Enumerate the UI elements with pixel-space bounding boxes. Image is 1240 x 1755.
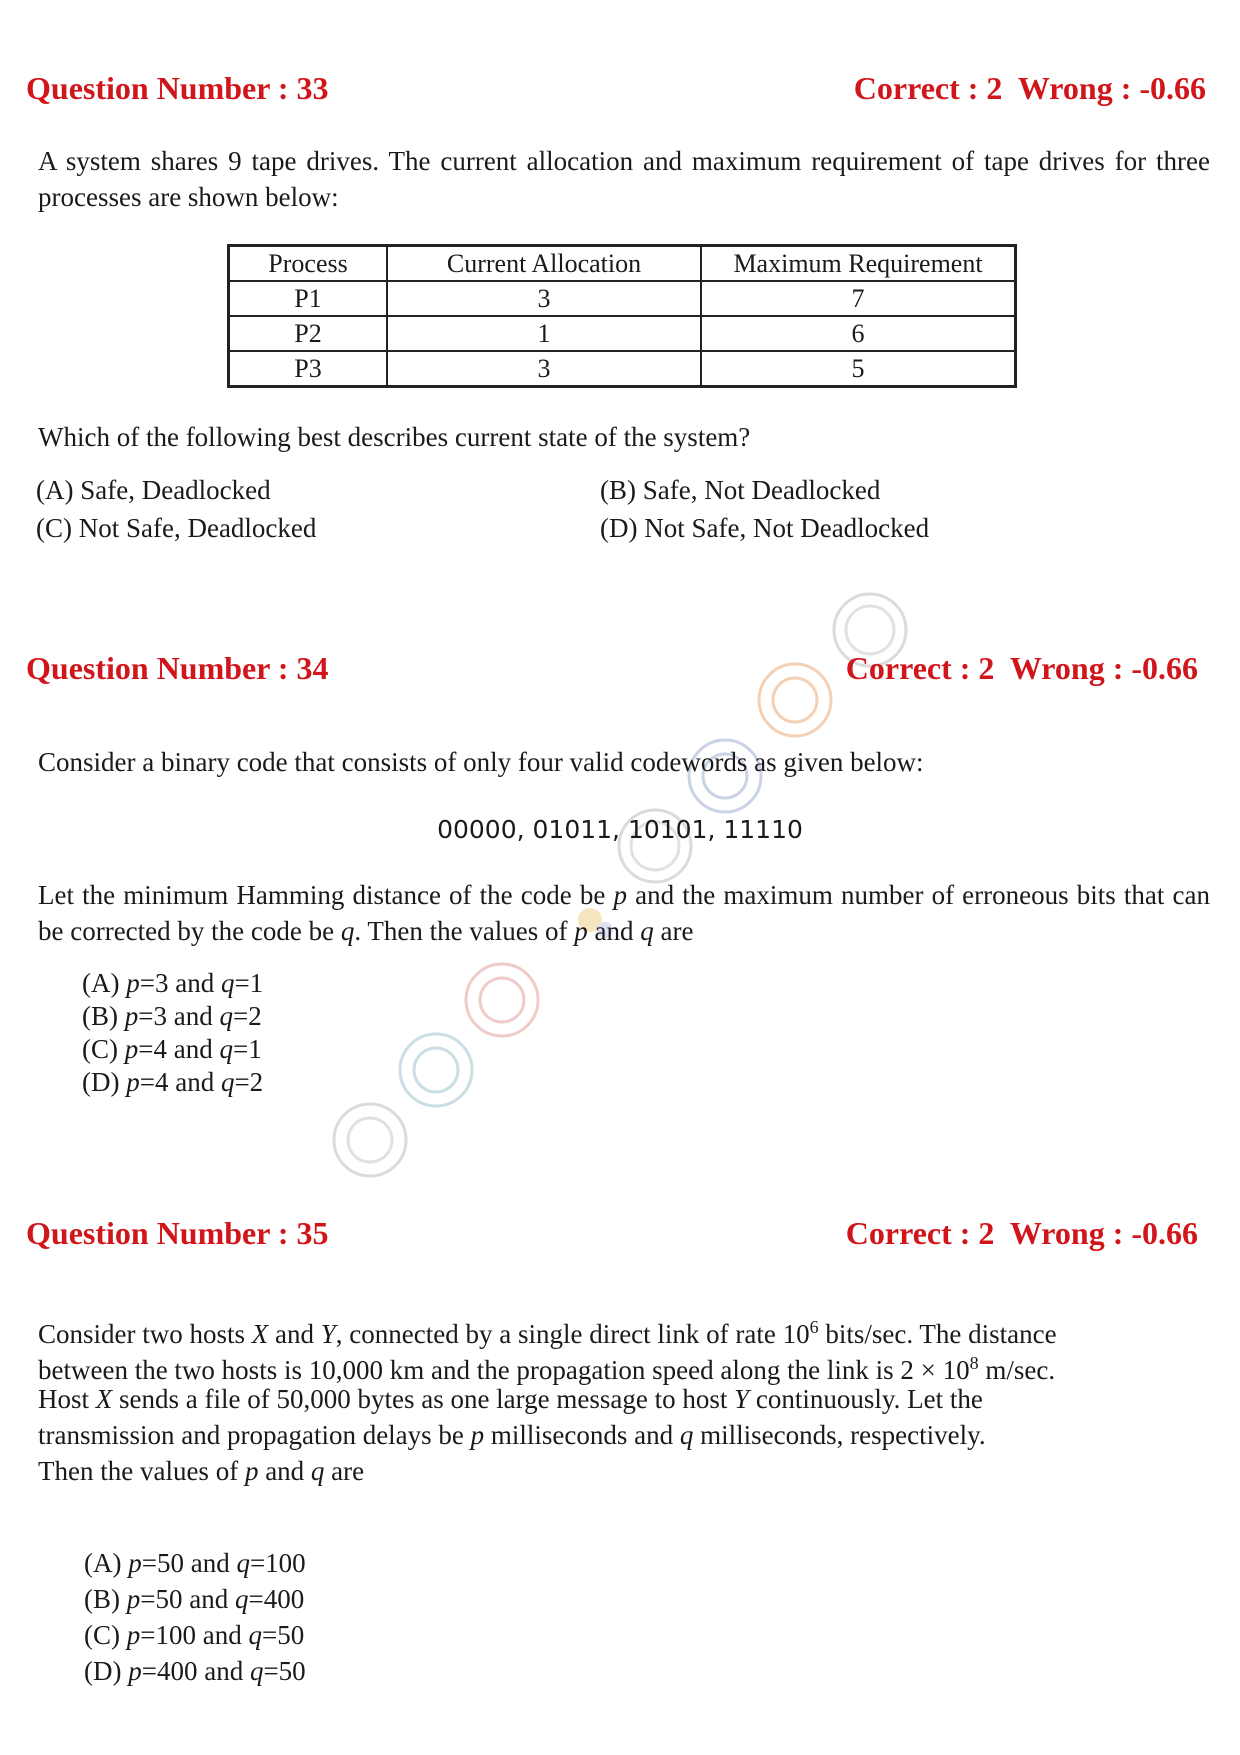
marking-scheme: Correct : 2 Wrong : -0.66: [845, 650, 1198, 686]
text-run: and: [258, 1456, 311, 1486]
var-q: q: [310, 1456, 325, 1486]
question-34-prompt: [38, 877, 1210, 949]
option-d: (D) Not Safe, Not Deadlocked: [600, 513, 930, 543]
option-value: =1: [234, 968, 264, 998]
option-a: [84, 1547, 306, 1580]
table-cell: P2: [229, 316, 388, 351]
option-d: [82, 1066, 263, 1099]
var-q: q: [219, 1034, 233, 1064]
text-run: and: [587, 916, 641, 946]
question-number: Question Number : 34: [26, 650, 329, 686]
option-b: [82, 1000, 262, 1033]
table-row: [229, 281, 1016, 316]
question-35-line-1: [38, 1310, 1057, 1351]
var-y: Y: [734, 1384, 750, 1414]
table-cell: 5: [701, 351, 1016, 387]
table-cell: 6: [701, 316, 1016, 351]
text-run: continuously. Let the: [749, 1384, 983, 1414]
text-run: . Then the values of: [354, 916, 575, 946]
table-cell: 1: [387, 316, 701, 351]
option-value: =50: [261, 1620, 305, 1650]
var-p: p: [128, 1548, 142, 1578]
var-q: q: [248, 1620, 262, 1650]
var-q: q: [220, 1067, 235, 1097]
table-cell: P1: [229, 281, 388, 316]
var-q: q: [640, 916, 654, 946]
table-header: Maximum Requirement: [701, 246, 1016, 282]
var-p: p: [126, 968, 140, 998]
option-c: (C) Not Safe, Deadlocked: [36, 513, 317, 543]
option-label: (A): [82, 968, 127, 998]
question-35-line-2: [38, 1346, 1055, 1387]
question-33-prompt: Which of the following best describes current state of the system?: [38, 422, 751, 452]
option-label: (C): [84, 1620, 127, 1650]
var-p: p: [126, 1584, 141, 1614]
option-label: (B): [84, 1584, 127, 1614]
table-row: [229, 316, 1016, 351]
text-run: bits/sec. The distance: [818, 1319, 1057, 1349]
var-q: q: [249, 1656, 264, 1686]
var-p: p: [574, 916, 588, 946]
table-header-row: [229, 246, 1016, 282]
option-label: (D): [84, 1656, 129, 1686]
text-run: milliseconds, respectively.: [693, 1420, 986, 1450]
option-value: =50 and: [141, 1548, 237, 1578]
option-c: [82, 1033, 262, 1066]
question-35-line-5: [38, 1454, 364, 1488]
seal-red: [466, 964, 538, 1036]
table-cell: 3: [387, 281, 701, 316]
question-number: Question Number : 33: [26, 70, 329, 106]
text-run: , connected by a single direct link of rate 10: [335, 1319, 810, 1349]
text-run: are: [653, 916, 694, 946]
option-value: =50 and: [140, 1584, 235, 1614]
question-34-text: Consider a binary code that consists of only four valid codewords as given below:: [38, 747, 924, 777]
option-label: (A): [84, 1548, 129, 1578]
var-x: X: [251, 1319, 269, 1349]
option-label: (B): [82, 1001, 125, 1031]
var-y: Y: [320, 1319, 336, 1349]
seal-teal: [400, 1034, 472, 1106]
codewords: 00000, 01011, 10101, 11110: [437, 815, 803, 844]
var-p: p: [470, 1420, 485, 1450]
var-p: p: [613, 880, 627, 910]
option-value: =4 and: [138, 1034, 220, 1064]
table-cell: P3: [229, 351, 388, 387]
text-run: Host: [38, 1384, 96, 1414]
option-a: (A) Safe, Deadlocked: [36, 475, 271, 505]
option-label: (C): [82, 1034, 125, 1064]
question-34-header: [26, 650, 1198, 690]
text-run: between the two hosts is 10,000 km and the propagation speed along the link is 2 × 10: [38, 1355, 970, 1385]
text-run: Then the values of: [38, 1456, 245, 1486]
option-value: =400: [248, 1584, 305, 1614]
option-value: =2: [234, 1067, 264, 1097]
question-35-line-3: [38, 1382, 983, 1416]
option-b: [84, 1583, 304, 1616]
marking-scheme: Correct : 2 Wrong : -0.66: [845, 1215, 1198, 1251]
option-value: =4 and: [139, 1067, 221, 1097]
marking-scheme: Correct : 2 Wrong : -0.66: [853, 70, 1206, 106]
option-d: [84, 1655, 306, 1688]
exponent: 8: [969, 1353, 979, 1373]
text-run: transmission and propagation delays be: [38, 1420, 471, 1450]
var-q: q: [679, 1420, 694, 1450]
option-label: (D): [82, 1067, 127, 1097]
question-33-header: [26, 70, 1206, 110]
option-value: =1: [232, 1034, 262, 1064]
var-q: q: [220, 968, 235, 998]
question-35-line-4: [38, 1418, 986, 1452]
text-run: Consider two hosts: [38, 1319, 252, 1349]
var-p: p: [128, 1656, 142, 1686]
option-value: =50: [263, 1656, 306, 1686]
text-run: and: [268, 1319, 321, 1349]
exponent: 6: [809, 1317, 819, 1337]
text-run: milliseconds and: [484, 1420, 680, 1450]
question-35-header: [26, 1215, 1198, 1255]
text-run: and the maximum number of erroneous bits that can be corrected by the code be: [38, 880, 1210, 946]
text-run: sends a file of 50,000 bytes as one large message to host: [112, 1384, 735, 1414]
var-q: q: [234, 1584, 249, 1614]
option-a: [82, 967, 263, 1000]
var-p: p: [126, 1067, 140, 1097]
question-number: Question Number : 35: [26, 1215, 329, 1251]
table-cell: 3: [387, 351, 701, 387]
var-p: p: [124, 1001, 139, 1031]
seal-grey-bottom: [334, 1104, 406, 1176]
text-run: Let the minimum Hamming distance of the code be: [38, 880, 614, 910]
var-q: q: [236, 1548, 250, 1578]
option-value: =100: [249, 1548, 306, 1578]
table-header: Process: [229, 246, 388, 282]
option-b: (B) Safe, Not Deadlocked: [600, 475, 881, 505]
option-value: =3 and: [139, 968, 221, 998]
table-cell: 7: [701, 281, 1016, 316]
table-header: Current Allocation: [387, 246, 701, 282]
var-x: X: [95, 1384, 113, 1414]
var-p: p: [244, 1456, 259, 1486]
option-c: [84, 1619, 304, 1652]
text-run: are: [324, 1456, 365, 1486]
question-33-text: A system shares 9 tape drives. The current allocation and maximum requirement of tape drives for three processes are shown below:: [38, 146, 1210, 212]
option-value: =2: [232, 1001, 262, 1031]
text-run: m/sec.: [978, 1355, 1056, 1385]
allocation-table: [227, 244, 1017, 388]
table-row: [229, 351, 1016, 387]
option-value: =3 and: [138, 1001, 220, 1031]
var-p: p: [124, 1034, 139, 1064]
option-value: =400 and: [141, 1656, 250, 1686]
option-value: =100 and: [140, 1620, 249, 1650]
var-q: q: [219, 1001, 233, 1031]
var-q: q: [340, 916, 355, 946]
var-p: p: [126, 1620, 141, 1650]
